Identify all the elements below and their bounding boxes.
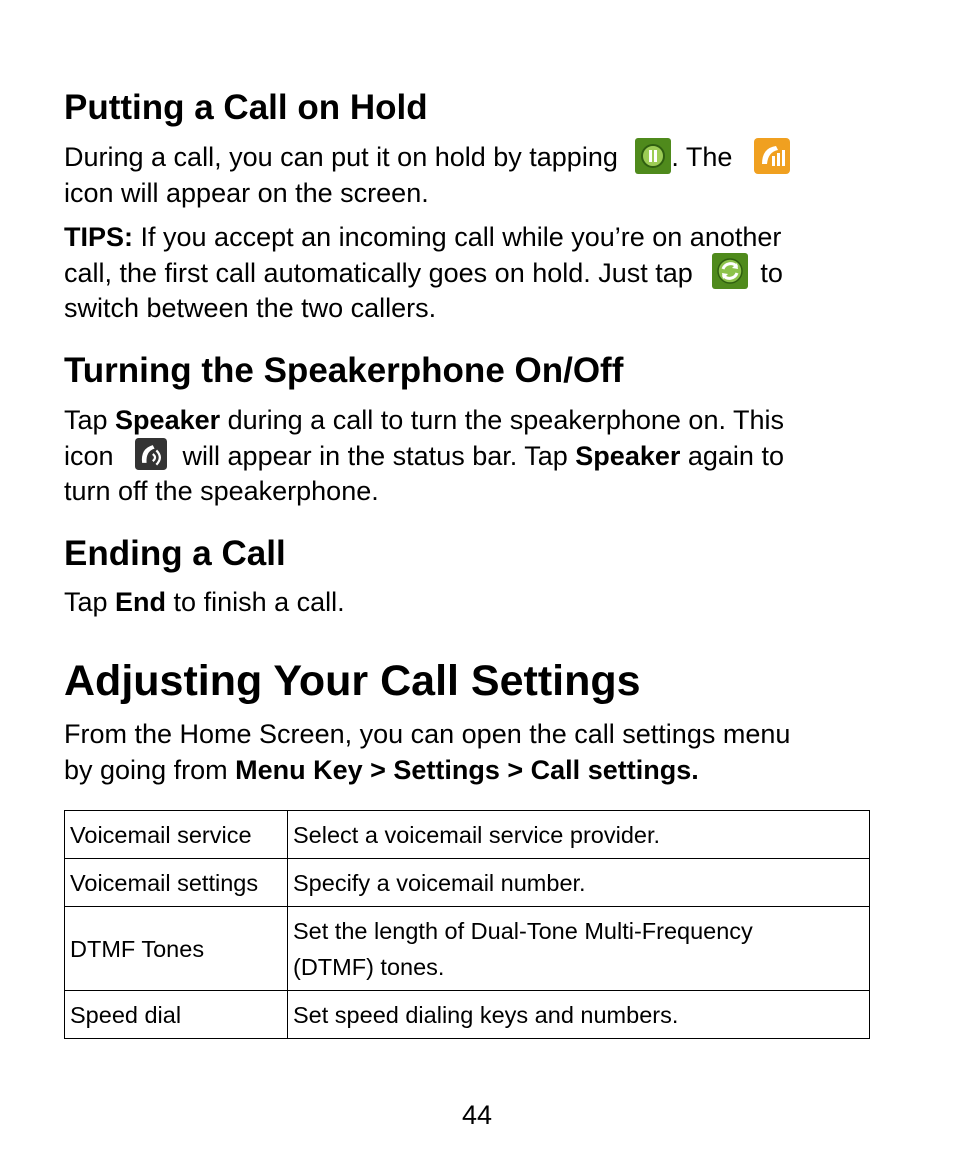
hold-paragraph bbox=[64, 140, 874, 211]
settings-text-2: by going from bbox=[64, 754, 236, 785]
table-row bbox=[65, 991, 870, 1039]
setting-description: Set speed dialing keys and numbers. bbox=[288, 991, 870, 1039]
heading-call-settings: Adjusting Your Call Settings bbox=[64, 657, 641, 705]
ending-text-2: to finish a call. bbox=[166, 587, 345, 617]
heading-ending: Ending a Call bbox=[64, 534, 286, 573]
ending-paragraph bbox=[64, 585, 874, 621]
ending-keyword: End bbox=[115, 587, 167, 617]
setting-name: Voicemail settings bbox=[65, 859, 288, 907]
setting-name: Voicemail service bbox=[65, 811, 288, 859]
setting-description-line-1: Set the length of Dual-Tone Multi-Frequency bbox=[293, 917, 753, 944]
speaker-text-5: again to bbox=[680, 440, 784, 471]
heading-speaker: Turning the Speakerphone On/Off bbox=[64, 351, 624, 390]
tips-text-1: If you accept an incoming call while you’re on another bbox=[133, 222, 782, 252]
setting-name: Speed dial bbox=[65, 991, 288, 1039]
hold-text-2: . The bbox=[671, 142, 733, 172]
table-row bbox=[65, 859, 870, 907]
speakerphone-icon bbox=[135, 438, 167, 470]
speaker-text-3: icon bbox=[64, 440, 114, 471]
call-on-hold-icon bbox=[754, 138, 790, 174]
page-number: 44 bbox=[461, 1100, 493, 1130]
tips-label: TIPS: bbox=[64, 222, 134, 252]
tips-text-2: call, the first call automatically goes on hold. Just tap bbox=[64, 257, 693, 288]
settings-menu-path: Menu Key > Settings > Call settings. bbox=[235, 754, 699, 785]
speaker-text-2: during a call to turn the speakerphone on. This bbox=[220, 405, 784, 435]
setting-description: Select a voicemail service provider. bbox=[288, 811, 870, 859]
speaker-text-6: turn off the speakerphone. bbox=[64, 476, 379, 506]
pause-icon bbox=[635, 138, 671, 174]
heading-hold: Putting a Call on Hold bbox=[64, 88, 428, 127]
tips-paragraph bbox=[64, 220, 874, 327]
call-settings-table bbox=[64, 810, 870, 1039]
tips-text-3: to bbox=[760, 257, 783, 288]
speaker-keyword-2: Speaker bbox=[575, 440, 681, 471]
hold-text-3: icon will appear on the screen. bbox=[64, 177, 429, 208]
tips-text-4: switch between the two callers. bbox=[64, 293, 437, 323]
speaker-keyword-1: Speaker bbox=[115, 405, 221, 435]
setting-name: DTMF Tones bbox=[65, 907, 288, 991]
ending-text-1: Tap bbox=[64, 587, 116, 617]
table-row bbox=[65, 907, 870, 991]
settings-text-1: From the Home Screen, you can open the call settings menu bbox=[64, 719, 791, 749]
speaker-paragraph bbox=[64, 403, 874, 510]
table-row bbox=[65, 811, 870, 859]
setting-description bbox=[288, 907, 870, 991]
setting-description-line-2: (DTMF) tones. bbox=[293, 953, 445, 980]
settings-paragraph bbox=[64, 717, 874, 788]
swap-calls-icon bbox=[712, 253, 748, 289]
setting-description: Specify a voicemail number. bbox=[288, 859, 870, 907]
hold-text-1: During a call, you can put it on hold by tapping bbox=[64, 142, 618, 172]
speaker-text-1: Tap bbox=[64, 405, 116, 435]
speaker-text-4: will appear in the status bar. Tap bbox=[175, 440, 576, 471]
